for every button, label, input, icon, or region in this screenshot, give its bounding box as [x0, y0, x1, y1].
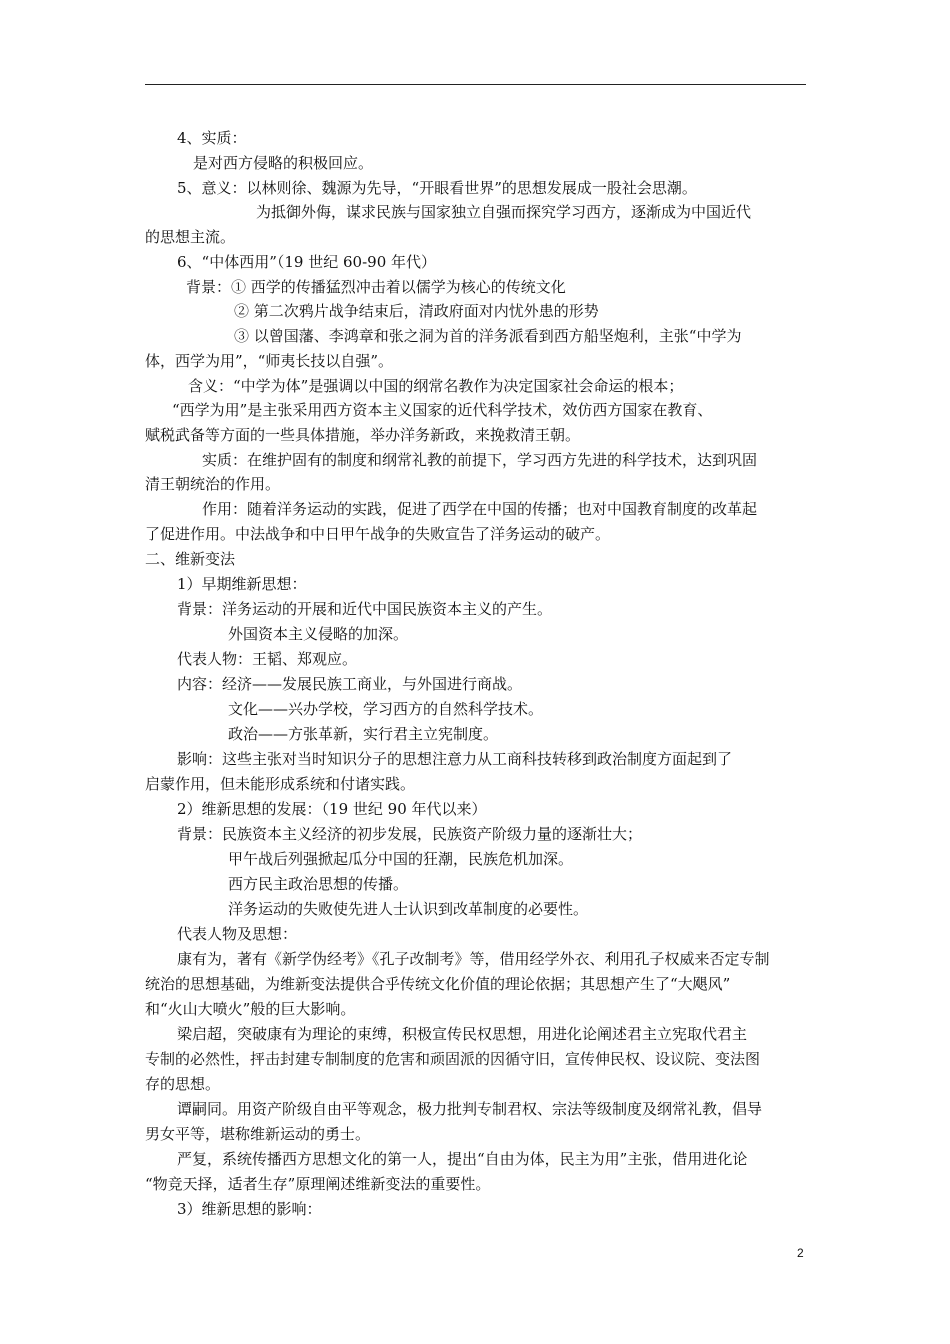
text-line: 内容：经济——发展民族工商业，与外国进行商战。	[177, 675, 523, 693]
text-line: ② 第二次鸦片战争结束后，清政府面对内忧外患的形势	[234, 302, 599, 320]
text-line: 西方民主政治思想的传播。	[228, 875, 409, 893]
text-line: 6、“中体西用”（19 世纪 60-90 年代）	[177, 253, 437, 271]
text-line: 梁启超，突破康有为理论的束缚，积极宣传民权思想，用进化论阐述君主立宪取代君主	[177, 1025, 748, 1043]
text-line: 代表人物及思想：	[177, 925, 298, 943]
text-line: 体，西学为用”，“师夷长技以自强”。	[145, 352, 394, 370]
text-line: 清王朝统治的作用。	[145, 475, 281, 493]
page-number: 2	[797, 1246, 804, 1260]
text-line: 为抵御外侮，谋求民族与国家独立自强而探究学习西方，逐渐成为中国近代	[256, 203, 752, 221]
text-line: “西学为用”是主张采用西方资本主义国家的近代科学技术，效仿西方国家在教育、	[172, 401, 713, 419]
text-line: 严复，系统传播西方思想文化的第一人，提出“自由为体，民主为用”主张，借用进化论	[177, 1150, 748, 1168]
text-line: 外国资本主义侵略的加深。	[228, 625, 409, 643]
text-line: 的思想主流。	[145, 228, 236, 246]
text-line: 1）早期维新思想：	[177, 575, 307, 593]
text-line: 4、实质：	[177, 129, 247, 147]
text-line: 代表人物：王韬、郑观应。	[177, 650, 358, 668]
text-line: 背景：洋务运动的开展和近代中国民族资本主义的产生。	[177, 600, 553, 618]
text-line: 3）维新思想的影响：	[177, 1200, 322, 1218]
text-line: 专制的必然性，抨击封建专制制度的危害和顽固派的因循守旧，宣传伸民权、设议院、变法图	[145, 1050, 761, 1068]
text-line: 实质：在维护固有的制度和纲常礼教的前提下，学习西方先进的科学技术，达到巩固	[202, 451, 758, 469]
text-line: 作用：随着洋务运动的实践，促进了西学在中国的传播；也对中国教育制度的改革起	[202, 500, 758, 518]
text-line: 影响：这些主张对当时知识分子的思想注意力从工商科技转移到政治制度方面起到了	[177, 750, 733, 768]
text-line: 背景：① 西学的传播猛烈冲击着以儒学为核心的传统文化	[186, 278, 566, 296]
text-line: 是对西方侵略的积极回应。	[193, 154, 374, 172]
text-line: 含义：“中学为体”是强调以中国的纲常名教作为决定国家社会命运的根本；	[188, 377, 684, 395]
text-line: ③ 以曾国藩、李鸿章和张之洞为首的洋务派看到西方船坚炮利，主张“中学为	[234, 327, 742, 345]
text-line: 背景：民族资本主义经济的初步发展，民族资产阶级力量的逐渐壮大；	[177, 825, 643, 843]
text-line: 和“火山大喷火”般的巨大影响。	[145, 1000, 356, 1018]
text-line: 政治——方张革新，实行君主立宪制度。	[228, 725, 499, 743]
header-rule	[145, 84, 806, 85]
text-line: 康有为，著有《新学伪经考》《孔子改制考》等，借用经学外衣、利用孔子权威来否定专制	[177, 950, 770, 968]
text-line: 谭嗣同。用资产阶级自由平等观念，极力批判专制君权、宗法等级制度及纲常礼教，倡导	[177, 1100, 763, 1118]
section-heading: 二、维新变法	[145, 550, 236, 568]
text-line: 存的思想。	[145, 1075, 221, 1093]
text-line: 男女平等，堪称维新运动的勇士。	[145, 1125, 371, 1143]
text-line: “物竞天择，适者生存”原理阐述维新变法的重要性。	[145, 1175, 491, 1193]
text-line: 赋税武备等方面的一些具体措施，举办洋务新政，来挽救清王朝。	[145, 426, 581, 444]
text-line: 了促进作用。中法战争和中日甲午战争的失败宣告了洋务运动的破产。	[145, 525, 611, 543]
text-line: 2）维新思想的发展：（19 世纪 90 年代以来）	[177, 800, 487, 818]
text-line: 统治的思想基础，为维新变法提供合乎传统文化价值的理论依据；其思想产生了“大飓风”	[145, 975, 731, 993]
text-line: 5、意义：以林则徐、魏源为先导，“开眼看世界”的思想发展成一股社会思潮。	[177, 179, 697, 197]
text-line: 文化——兴办学校，学习西方的自然科学技术。	[228, 700, 544, 718]
text-line: 启蒙作用，但未能形成系统和付诸实践。	[145, 775, 416, 793]
text-line: 甲午战后列强掀起瓜分中国的狂潮，民族危机加深。	[228, 850, 574, 868]
text-line: 洋务运动的失败使先进人士认识到改革制度的必要性。	[228, 900, 589, 918]
